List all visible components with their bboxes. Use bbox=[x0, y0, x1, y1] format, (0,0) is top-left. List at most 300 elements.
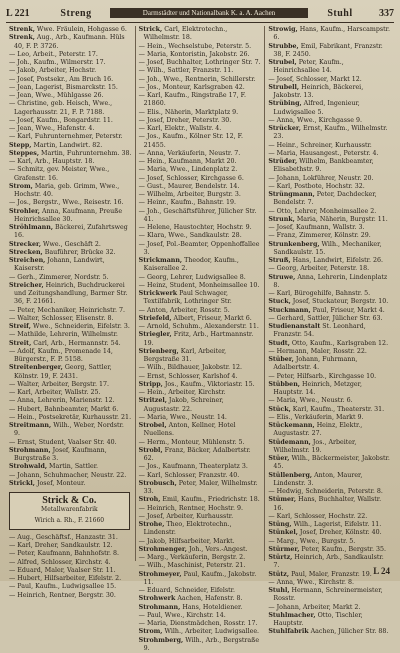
entry-text: — Hein., Kaufmann, Markt 20. bbox=[139, 158, 237, 165]
directory-entry bbox=[139, 208, 262, 225]
entry-surname: Stuckmann, bbox=[268, 307, 310, 314]
entry-text: — Hubert, Hilfsarbeiter, Eifelstr. 2. bbox=[9, 575, 121, 582]
directory-entry bbox=[9, 315, 132, 323]
directory-entry bbox=[268, 208, 391, 216]
entry-text: — Anna, Verkäuferin, Neustr. 7. bbox=[139, 150, 241, 157]
directory-entry bbox=[139, 521, 262, 538]
directory-entry bbox=[9, 414, 132, 422]
entry-surname: Streif, bbox=[9, 323, 31, 330]
advertisement-box bbox=[9, 492, 130, 530]
entry-surname: Streitmann, bbox=[9, 422, 51, 429]
directory-entry bbox=[139, 67, 262, 75]
entry-text: — Josef, Pol.-Beamter, Oppenhoffallee 3. bbox=[139, 241, 260, 256]
directory-entry bbox=[139, 199, 262, 207]
directory-entry bbox=[9, 249, 132, 257]
directory-entry bbox=[9, 84, 132, 92]
entry-text: — Heinz, Student, Monheimsallee 10. bbox=[139, 282, 260, 289]
directory-entry bbox=[139, 373, 262, 381]
directory-entry bbox=[139, 496, 262, 504]
header-keyword-right: Stuhl bbox=[312, 8, 368, 19]
entry-text: Aachen, Jülicher Str. 88. bbox=[309, 628, 389, 635]
entry-text: Karl, Arbeiter, Bergstraße 31. bbox=[144, 348, 226, 363]
entry-text: — Heinrich, Rentner, Bergstr. 30. bbox=[9, 592, 116, 599]
directory-entry bbox=[268, 26, 391, 43]
directory-entry bbox=[268, 125, 391, 142]
directory-entry bbox=[139, 232, 262, 240]
entry-text: — Wilh., Bildhauer, Jakobstr. 12. bbox=[139, 364, 242, 371]
directory-entry bbox=[139, 637, 262, 653]
entry-text: — Johann, Lokführer, Neustr. 20. bbox=[268, 175, 373, 182]
directory-entry bbox=[139, 562, 262, 570]
directory-entry bbox=[9, 480, 132, 488]
entry-text: — Joh., Kaufm., Wilmerstr. 17. bbox=[9, 59, 106, 66]
entry-text: — Jakob, Hilfsarbeiter, Markt. bbox=[139, 538, 235, 545]
entry-text: — Marg., Verkäuferin, Bergstr. 2. bbox=[139, 554, 246, 561]
entry-text: — Hein., Postsekretär, Kurhausstr. 21. bbox=[9, 414, 131, 421]
entry-surname: Stuhlfabrik bbox=[268, 628, 308, 635]
directory-entry bbox=[139, 315, 262, 323]
entry-surname: Strobusch, bbox=[139, 480, 177, 487]
directory-entry bbox=[9, 67, 132, 75]
entry-surname: Strickl, bbox=[9, 480, 35, 487]
entry-surname: Studt, bbox=[268, 340, 290, 347]
page-number-left: L 221 bbox=[6, 8, 46, 19]
entry-text: — Hein., Arbeiter, Kirchstr. bbox=[139, 389, 226, 396]
entry-text: Carl, Elektrotechn., Wilhelmstr. 18. bbox=[144, 26, 228, 41]
directory-entry bbox=[139, 125, 262, 133]
entry-text: — Anton, Arbeiter, Rosstr. 5. bbox=[139, 307, 230, 314]
entry-text: Joh., Vers.-Angest. bbox=[187, 546, 248, 553]
entry-text: Martin, Landwirt. 82. bbox=[31, 142, 102, 149]
entry-text: — Arnold, Schuhm., Alexanderstr. 11. bbox=[139, 323, 259, 330]
entry-surname: Strücker, bbox=[268, 125, 301, 132]
entry-text: — Franz, Zimmerer, Kölnstr. 29. bbox=[268, 232, 370, 239]
entry-surname: Strüngmann, bbox=[268, 191, 314, 198]
directory-entry bbox=[139, 183, 262, 191]
directory-entry bbox=[139, 397, 262, 414]
entry-text: Maria, Näherin, Burgstr. 11. bbox=[295, 216, 388, 223]
directory-entry bbox=[9, 133, 132, 141]
entry-text: Hans, Kaufm., Harscampstr. 6. bbox=[273, 26, 390, 41]
entry-surname: Stübben, bbox=[268, 381, 300, 388]
entry-text: Franz, Bäcker, Adalbertstr. 62. bbox=[144, 447, 251, 462]
entry-text: — Gerh., Zimmerer, Nordstr. 5. bbox=[9, 274, 109, 281]
directory-entry bbox=[268, 439, 391, 456]
entry-surname: Strom, bbox=[139, 628, 163, 635]
directory-entry bbox=[268, 472, 391, 489]
entry-text: — Josef, Kaufm., Bongardstr. 11. bbox=[9, 117, 113, 124]
directory-entry bbox=[139, 84, 262, 92]
directory-entry bbox=[268, 232, 391, 240]
entry-text: — Karl, Fuhrunternehmer, Peterstr. bbox=[9, 133, 123, 140]
entry-text: Martin, Sattler. bbox=[47, 463, 98, 470]
entry-text: Paul, Kaufm., Jakobstr. 11. bbox=[144, 571, 257, 586]
entry-surname: Strenk, bbox=[9, 26, 35, 33]
entry-text: — Josef, Kaufmann, Wallstr. 3. bbox=[268, 224, 364, 231]
entry-text: Jos., Arbeiter, Wilhelmstr. 19. bbox=[273, 439, 356, 454]
entry-text: Jakob, Schreiner, Augustastr. 22. bbox=[144, 397, 224, 412]
entry-surname: Stuhlmacher, bbox=[268, 612, 315, 619]
directory-entry bbox=[9, 117, 132, 125]
entry-surname: Strowig, bbox=[268, 26, 297, 33]
directory-entry bbox=[139, 414, 262, 422]
entry-text: — Maria, Wwe., Lindenplatz 2. bbox=[139, 166, 238, 173]
directory-entry bbox=[139, 117, 262, 125]
entry-surname: Stümer, bbox=[268, 496, 296, 503]
directory-entry bbox=[139, 472, 262, 480]
directory-entry bbox=[9, 472, 132, 480]
directory-entry bbox=[139, 546, 262, 554]
directory-entry bbox=[9, 150, 132, 158]
entry-surname: Strubell, bbox=[268, 84, 299, 91]
directory-entry bbox=[9, 76, 132, 84]
entry-text: — Aug., Geschäftsf., Hanzastr. 31. bbox=[9, 534, 118, 541]
entry-text: — Karl, Elektr., Wallstr. 4. bbox=[139, 125, 222, 132]
entry-surname: Strüder, bbox=[268, 158, 297, 165]
entry-text: — Schmitz, gev. Meister, Wwe., Grafenstr. 16. bbox=[9, 166, 109, 181]
entry-text: — Christine, geb. Heisch, Wwe., Lagerhausstr. 21, F. P. 7188. bbox=[9, 100, 112, 115]
entry-surname: Stüdemann, bbox=[268, 439, 311, 446]
entry-text: — Georg, Arbeiter, Peterstr. 18. bbox=[268, 265, 369, 272]
directory-entry bbox=[9, 583, 132, 591]
directory-entry bbox=[139, 620, 262, 628]
entry-text: Theo, Elektrotechn., Lindenstr. bbox=[144, 521, 232, 536]
entry-text: — Karl, Arb., Hauptstr. 18. bbox=[9, 158, 94, 165]
entry-text: Bäckerei, Zufahrtsweg 16. bbox=[14, 224, 128, 239]
entry-text: — Anna, Wwe., Kirchgasse 9. bbox=[268, 117, 362, 124]
directory-entry bbox=[9, 397, 132, 405]
entry-text: — Eduard, Maler, Vaalser Str. 11. bbox=[9, 567, 116, 574]
directory-entry bbox=[139, 422, 262, 439]
entry-surname: Stroh, bbox=[139, 496, 161, 503]
directory-entry bbox=[9, 34, 132, 51]
directory-entry bbox=[139, 513, 262, 521]
entry-text: — Wilhelm, Arbeiter, Burgstr. 3. bbox=[139, 191, 241, 198]
entry-surname: Striefeld, bbox=[139, 315, 172, 322]
entry-surname: Strohmberg, bbox=[139, 637, 184, 644]
directory-entry bbox=[9, 463, 132, 471]
directory-entry bbox=[9, 323, 132, 331]
entry-surname: Strecker, bbox=[9, 241, 41, 248]
entry-surname: Strickwerk bbox=[139, 290, 177, 297]
directory-entry bbox=[139, 389, 262, 397]
entry-surname: Studienanstalt bbox=[268, 323, 320, 330]
entry-text: Paul, Friseur, Markt 4. bbox=[311, 307, 385, 314]
entry-text: Wwe., Geschäft 2. bbox=[41, 241, 101, 248]
entry-text: Peter, Kaufm., Bergstr. 35. bbox=[299, 546, 386, 553]
entry-surname: Struwe, bbox=[268, 274, 295, 281]
entry-text: — Wilh., Sattler, Franzstr. 11. bbox=[139, 67, 234, 74]
directory-entry bbox=[268, 496, 391, 513]
entry-text: — Jean, Wwe., Hafenstr. 4. bbox=[9, 125, 94, 132]
entry-surname: Strohmann, bbox=[9, 447, 51, 454]
directory-entry bbox=[9, 406, 132, 414]
directory-entry bbox=[268, 612, 391, 629]
entry-surname: Steppes, bbox=[9, 150, 39, 157]
entry-text: — Peter, Kaufmann, Bahnhofstr. 8. bbox=[9, 550, 119, 557]
directory-entry bbox=[139, 150, 262, 158]
directory-entry bbox=[139, 348, 262, 365]
directory-entry bbox=[139, 224, 262, 232]
entry-text: Hermann, Schreinermeister, Rosstr. bbox=[273, 587, 382, 602]
directory-entry bbox=[268, 265, 391, 273]
directory-entry bbox=[9, 59, 132, 67]
directory-entry bbox=[139, 175, 262, 183]
directory-entry bbox=[268, 455, 391, 472]
directory-entry bbox=[268, 579, 391, 587]
entry-text: Heinrich, Bäckerei, Jakobstr. 13. bbox=[273, 84, 363, 99]
entry-text: — Klara, Wwe., Sandkaulstr. 28. bbox=[139, 232, 242, 239]
directory-entry bbox=[9, 534, 132, 542]
entry-text: Emil, Fabrikant, Franzstr. 38, F. 2450. bbox=[273, 43, 382, 58]
directory-entry bbox=[268, 323, 391, 340]
entry-text: — Walter, Schlosser, Elisenstr. 8. bbox=[9, 315, 114, 322]
entry-text: Wilh., Bäckermeister, Jakobstr. 45. bbox=[273, 455, 390, 470]
entry-text: Jos., Kaufm., Viktoriastr. 15. bbox=[163, 381, 255, 388]
entry-text: Wwe. Fräulein, Hohgasse 6. bbox=[35, 26, 127, 33]
directory-entry bbox=[268, 397, 391, 405]
entry-text: Peter, Dachdecker, Bendelstr. 7. bbox=[273, 191, 376, 206]
directory-entry bbox=[9, 158, 132, 166]
entry-text: Anton, Maurer, Lindenstr. 3. bbox=[273, 472, 362, 487]
entry-text: Bauführer, Brücke 32. bbox=[43, 249, 116, 256]
entry-text: — Karl, Kaufm., Ringstraße 17, F. 21860. bbox=[139, 92, 246, 107]
directory-entry bbox=[139, 191, 262, 199]
directory-entry bbox=[268, 373, 391, 381]
directory-entry bbox=[9, 199, 132, 207]
directory-entry bbox=[9, 224, 132, 241]
entry-text: — Maria, Hausangest., Peterstr. 4. bbox=[268, 150, 378, 157]
entry-surname: Streitenberger, bbox=[9, 364, 63, 371]
directory-columns bbox=[6, 26, 394, 561]
entry-text: Martin, Fuhrunternehm. 38. bbox=[39, 150, 132, 157]
ad-address: Wirich a. Rh., F. 21660 bbox=[13, 517, 126, 525]
entry-text: — Peter, Hilfsarb., Kirchgasse 10. bbox=[268, 373, 376, 380]
directory-entry bbox=[139, 554, 262, 562]
directory-entry bbox=[268, 117, 391, 125]
entry-text: St. Leonhard, Franzstr. 54. bbox=[273, 323, 365, 338]
directory-entry bbox=[268, 158, 391, 175]
directory-entry bbox=[9, 592, 132, 600]
directory-entry bbox=[9, 100, 132, 117]
entry-text: — Josef, Schlosser, Kirchgasse 6. bbox=[139, 175, 244, 182]
entry-text: Johann, Landwirt, Kaiserstr. bbox=[14, 257, 105, 272]
entry-text: — Josef, Arbeiter, Kurhausstr. bbox=[139, 513, 233, 520]
entry-text: — Heinrich, Rentner, Hochstr. 9. bbox=[139, 505, 243, 512]
entry-text: — Joh., Wwe., Rentnerin, Schillerstr. bbox=[139, 76, 256, 83]
directory-entry bbox=[268, 241, 391, 258]
entry-surname: Stückemann, bbox=[268, 422, 314, 429]
directory-entry bbox=[268, 315, 391, 323]
directory-entry bbox=[139, 133, 262, 150]
entry-text: Wilh., Mechaniker, Sandkaulstr. 15. bbox=[273, 241, 381, 256]
entry-text: — Gust., Maurer, Bendelstr. 14. bbox=[139, 183, 240, 190]
entry-surname: Stuhl, bbox=[268, 587, 289, 594]
entry-text: — Anna, Lehrerin, Marienstr. 12. bbox=[9, 397, 115, 404]
entry-surname: Streicher, bbox=[9, 282, 44, 289]
directory-entry bbox=[139, 307, 262, 315]
directory-entry bbox=[9, 208, 132, 225]
entry-text: — Johann, Schuhmacher, Neustr. 22. bbox=[9, 472, 126, 479]
directory-entry bbox=[268, 538, 391, 546]
entry-text: — Karl, Bürogehilfe, Bahnstr. 5. bbox=[268, 290, 370, 297]
entry-surname: Stück, bbox=[268, 406, 290, 413]
entry-text: Aachen, Hafenstr. 8. bbox=[175, 595, 242, 602]
directory-entry bbox=[268, 587, 391, 604]
entry-text: — Leo, Arbeit., Peterstr. 17. bbox=[9, 51, 98, 58]
entry-text: Maria, geb. Grimm, Wwe., Hochstr. 40. bbox=[14, 183, 119, 198]
entry-surname: Striegler, bbox=[139, 331, 172, 338]
entry-surname: Streichen, bbox=[9, 257, 45, 264]
directory-entry bbox=[268, 529, 391, 537]
entry-text: Paul Schwager, Textilfabrik, Lothringer Str. bbox=[144, 290, 232, 305]
directory-entry bbox=[268, 348, 391, 356]
entry-surname: Strohmann, bbox=[139, 604, 181, 611]
column-3 bbox=[265, 26, 394, 561]
entry-text: Heinz, Elektr., Augustastr. 27. bbox=[273, 422, 362, 437]
entry-text: — Jakob, Arbeiter, Hochstr. bbox=[9, 67, 96, 74]
entry-text: Josef, Monteur. bbox=[35, 480, 85, 487]
entry-surname: Strohe, bbox=[139, 521, 165, 528]
entry-text: Otto, Kaufm., Karlsgraben 12. bbox=[290, 340, 388, 347]
entry-text: — Jos., Kaufm., Kölner Str. 12, F. 21455. bbox=[139, 133, 243, 148]
column-1 bbox=[6, 26, 136, 561]
entry-text: — Mathilde, Lehrerin, Wilhelmstr. bbox=[9, 331, 118, 338]
entry-surname: Stepp, bbox=[9, 142, 31, 149]
entry-surname: Strübing, bbox=[268, 100, 301, 107]
entry-text: — Hedwig, Schneiderin, Peterstr. 8. bbox=[268, 488, 383, 495]
entry-surname: Strobel, bbox=[139, 422, 167, 429]
ad-title: Strick & Co. bbox=[13, 497, 126, 505]
entry-text: Johann, Fuhrmann, Adalbertstr. 4. bbox=[273, 356, 357, 371]
column-2 bbox=[136, 26, 266, 561]
directory-entry bbox=[9, 348, 132, 365]
entry-text: — Peter, Mechaniker, Heinrichstr. 7. bbox=[9, 307, 125, 314]
directory-entry bbox=[139, 595, 262, 603]
directory-entry bbox=[139, 323, 262, 331]
directory-entry bbox=[268, 274, 391, 291]
directory-entry bbox=[9, 274, 132, 282]
directory-entry bbox=[139, 241, 262, 258]
entry-surname: Struß, bbox=[268, 257, 290, 264]
entry-text: — Joh., Geschäftsführer, Jülicher Str. 41. bbox=[139, 208, 257, 223]
directory-entry bbox=[268, 191, 391, 208]
directory-entry bbox=[268, 257, 391, 265]
directory-entry bbox=[9, 142, 132, 150]
entry-text: Wilhelm, Bankbeamter, Elisabethstr. 9. bbox=[273, 158, 373, 173]
entry-text: — Hermann, Maler, Rosstr. 22. bbox=[268, 348, 367, 355]
entry-text: Paul, Maler, Franzstr. 19. bbox=[289, 571, 372, 578]
entry-surname: Stüer, bbox=[268, 455, 289, 462]
entry-text: — Hubert, Bahnbeamter, Markt 6. bbox=[9, 406, 118, 413]
entry-surname: Strohler, bbox=[9, 208, 40, 215]
directory-entry bbox=[139, 612, 262, 620]
entry-text: — Maria, Kontoristin, Jakobstr. 26. bbox=[139, 51, 250, 58]
directory-entry bbox=[139, 587, 262, 595]
page-header bbox=[6, 4, 394, 23]
entry-surname: Strohmeyer, bbox=[139, 571, 182, 578]
entry-text: Hans, Buchhalter, Wallstr. 16. bbox=[273, 496, 381, 511]
entry-text: — Gerhard, Sattler, Jülicher Str. 63. bbox=[268, 315, 382, 322]
directory-entry bbox=[9, 331, 132, 339]
directory-entry bbox=[9, 364, 132, 381]
directory-entry bbox=[139, 290, 262, 307]
directory-entry bbox=[139, 43, 262, 51]
entry-surname: Strick, bbox=[139, 26, 163, 33]
entry-text: — Paul, Kaufm., Ludwigsallee 15. bbox=[9, 583, 116, 590]
directory-entry bbox=[268, 216, 391, 224]
entry-surname: Strom, bbox=[9, 183, 33, 190]
directory-entry bbox=[268, 414, 391, 422]
directory-entry bbox=[139, 463, 262, 471]
directory-entry bbox=[268, 175, 391, 183]
directory-entry bbox=[9, 282, 132, 307]
directory-entry bbox=[139, 331, 262, 348]
entry-surname: Strickmann, bbox=[139, 257, 182, 264]
entry-text: Aug., Arb., Kaufmann. Hüls 40, F. P. 3726. bbox=[14, 34, 125, 49]
directory-entry bbox=[139, 604, 262, 612]
entry-text: — Maria, Wwe., Neustr. 6. bbox=[268, 397, 352, 404]
directory-entry bbox=[139, 480, 262, 497]
bank-banner: Darmstädter und Nationalbank K. a. A. Aachen bbox=[110, 8, 308, 18]
entry-text: — Karl, Postbote, Hochstr. 32. bbox=[268, 183, 364, 190]
entry-text: Anna, Lehrerin, Lindenplatz 8. bbox=[273, 274, 387, 289]
entry-text: — Jos., Kaufmann, Theaterplatz 3. bbox=[139, 463, 248, 470]
entry-text: Carl, Arb., Hermannstr. 54. bbox=[31, 340, 120, 347]
directory-entry bbox=[268, 381, 391, 398]
entry-surname: Strunk, bbox=[268, 216, 295, 223]
entry-text: — Jean, Lagerist, Bismarckstr. 15. bbox=[9, 84, 118, 91]
entry-text: — Paul, Wwe., Kirchstr. 14. bbox=[139, 612, 226, 619]
entry-text: Josef, Kaufmann, Burgstraße 3. bbox=[14, 447, 107, 462]
directory-entry bbox=[9, 559, 132, 567]
entry-surname: Stüng, bbox=[268, 521, 291, 528]
entry-text: — Karl, Arbeiter, Wallstr. 25. bbox=[9, 389, 101, 396]
directory-entry bbox=[9, 257, 132, 274]
header-keyword-left: Streng bbox=[46, 8, 106, 19]
entry-text: Emil, Kaufm., Friedrichstr. 18. bbox=[160, 496, 259, 503]
entry-text: — Herm., Monteur, Mühlenstr. 5. bbox=[139, 439, 245, 446]
directory-entry bbox=[9, 567, 132, 575]
page-footer: L 24 bbox=[373, 566, 390, 576]
directory-entry bbox=[139, 26, 262, 43]
entry-surname: Stütz, bbox=[268, 571, 289, 578]
entry-text: — Ernst, Student, Vaalser Str. 40. bbox=[9, 439, 117, 446]
entry-text: — Josef, Buchhalter, Lothringer Str. 7. bbox=[139, 59, 261, 66]
entry-surname: Strobl, bbox=[139, 447, 163, 454]
entry-text: — Maria, Dienstmädchen, Rosstr. 17. bbox=[139, 620, 258, 627]
entry-surname: Stürtz, bbox=[268, 554, 292, 561]
entry-text: — Anna, Wwe., Kirchstr. 8. bbox=[268, 579, 354, 586]
directory-entry bbox=[139, 109, 262, 117]
entry-text: — Karl, Schlosser, Franzstr. 40. bbox=[139, 472, 240, 479]
entry-text: — Elis., Verkäuferin, Markt 9. bbox=[268, 414, 363, 421]
entry-surname: Stritzel, bbox=[139, 397, 167, 404]
directory-entry bbox=[139, 92, 262, 109]
directory-entry bbox=[139, 166, 262, 174]
entry-surname: Strenk, bbox=[9, 34, 35, 41]
directory-entry bbox=[268, 224, 391, 232]
directory-entry bbox=[268, 628, 391, 636]
directory-entry bbox=[268, 150, 391, 158]
directory-entry bbox=[268, 298, 391, 306]
entry-text: — Alfred, Schlosser, Kirchstr. 4. bbox=[9, 559, 111, 566]
directory-entry bbox=[268, 356, 391, 373]
entry-text: — Heinr., Schreiner, Kurhausstr. bbox=[268, 142, 371, 149]
entry-surname: Streit, bbox=[9, 340, 31, 347]
entry-text: Fritz, Arb., Hartmannstr. 19. bbox=[144, 331, 254, 346]
entry-text: Alfred, Ingenieur, Ludwigsallee 5. bbox=[273, 100, 359, 115]
